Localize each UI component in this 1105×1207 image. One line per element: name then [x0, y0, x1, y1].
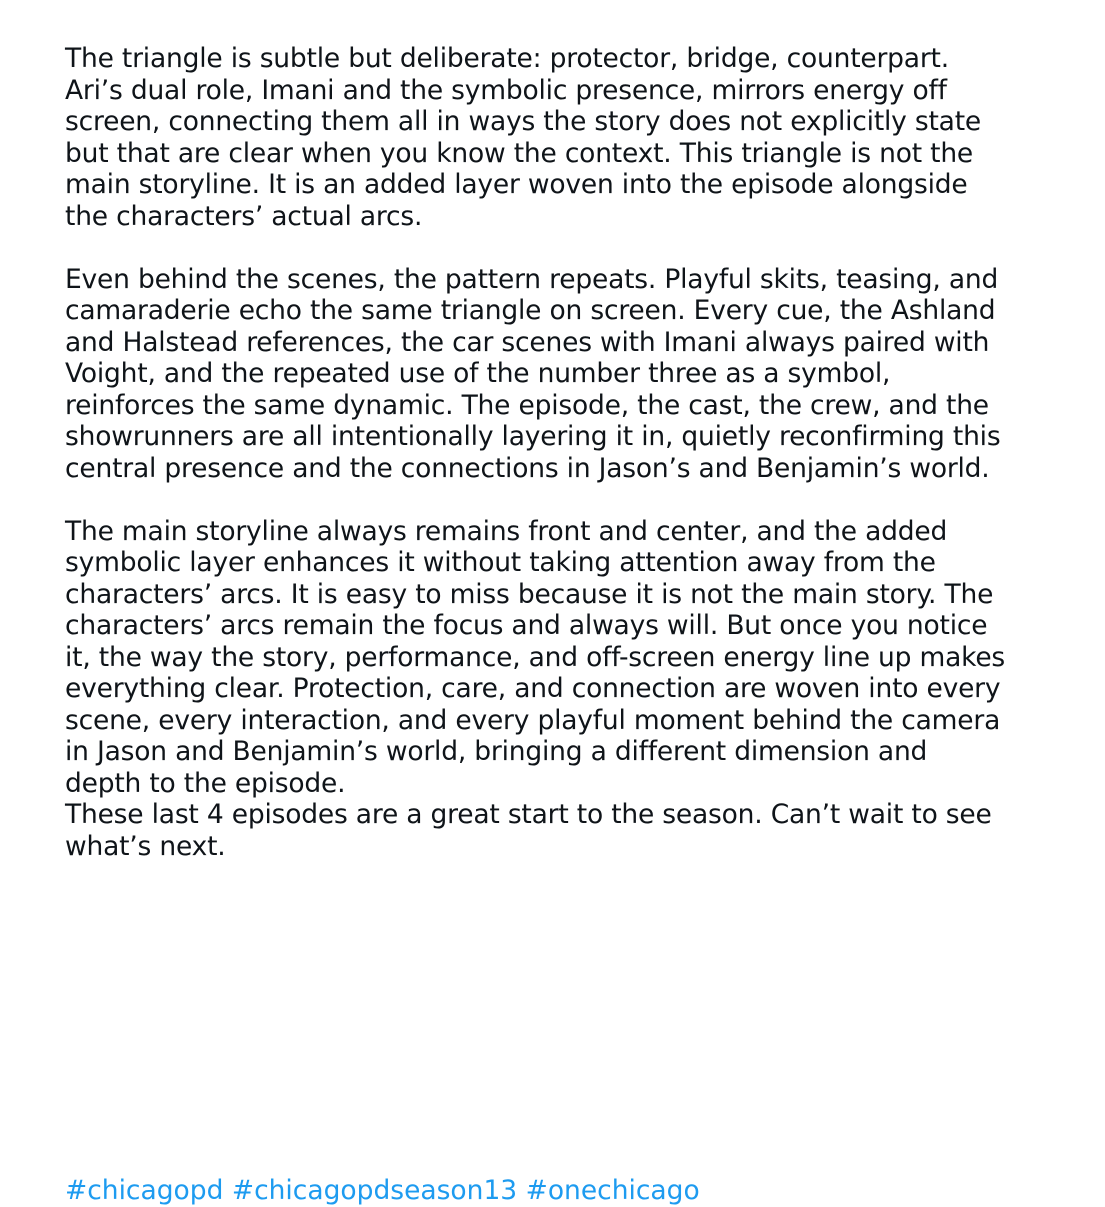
post-text-line: Voight, and the repeated use of the number three as a symbol,: [65, 358, 891, 389]
post-text-line: the characters’ actual arcs.: [65, 200, 423, 232]
post-text-line: but that are clear when you know the context. This triangle is not the: [65, 137, 974, 169]
post-text-line: it, the way the story, performance, and off-screen energy line up makes: [65, 641, 1006, 673]
post-text-line: reinforces the same dynamic. The episode, the cast, the crew, and the: [65, 389, 989, 421]
post-text-line: scene, every interaction, and every playful moment behind the camera: [65, 704, 1001, 736]
post-text-line: everything clear. Protection, care, and connection are woven into every: [65, 673, 1001, 704]
post-text-line: and Halstead references, the car scenes with Imani always paired with: [65, 326, 990, 358]
post-text-line: These last 4 episodes are a great start to the season. Can’t wait to see: [65, 799, 992, 830]
post-text-line: The triangle is subtle but deliberate: protector, bridge, counterpart.: [65, 43, 949, 74]
hashtag-link-onechicago[interactable]: #onechicago: [525, 1175, 700, 1206]
paragraph-spacer: [65, 232, 1075, 264]
post-paragraph-3: [65, 516, 1075, 863]
post-text-line: main storyline. It is an added layer woven into the episode alongside: [65, 169, 968, 200]
paragraph-spacer: [65, 484, 1075, 516]
post-text-line: camaraderie echo the same triangle on screen. Every cue, the Ashland: [65, 295, 996, 326]
post-paragraph-2: [65, 264, 1075, 485]
hashtag-link-chicagopd[interactable]: #chicagopd: [65, 1175, 224, 1206]
post-text-line: characters’ arcs. It is easy to miss because it is not the main story. The: [65, 578, 994, 610]
post-text-line: central presence and the connections in Jason’s and Benjamin’s world.: [65, 452, 990, 484]
post-text-line: in Jason and Benjamin’s world, bringing a different dimension and: [65, 736, 928, 767]
post-text-line: screen, connecting them all in ways the story does not explicitly state: [65, 106, 982, 137]
post-body: [65, 43, 1075, 862]
post-text-line: symbolic layer enhances it without taking attention away from the: [65, 547, 936, 578]
post-text-line: depth to the episode.: [65, 767, 346, 799]
post-text-line: Even behind the scenes, the pattern repeats. Playful skits, teasing, and: [65, 263, 999, 295]
hashtag-row: [65, 1175, 700, 1207]
post-text-line: Ari’s dual role, Imani and the symbolic presence, mirrors energy off: [65, 74, 947, 106]
post-text-line: characters’ arcs remain the focus and always will. But once you notice: [65, 610, 988, 641]
post-text-line: The main storyline always remains front and center, and the added: [65, 515, 948, 547]
hashtag-link-chicagopdseason13[interactable]: #chicagopdseason13: [231, 1175, 518, 1206]
post-text-line: showrunners are all intentionally layering it in, quietly reconfirming this: [65, 421, 1001, 452]
post-paragraph-1: [65, 43, 1075, 232]
post-text-line: what’s next.: [65, 830, 226, 862]
